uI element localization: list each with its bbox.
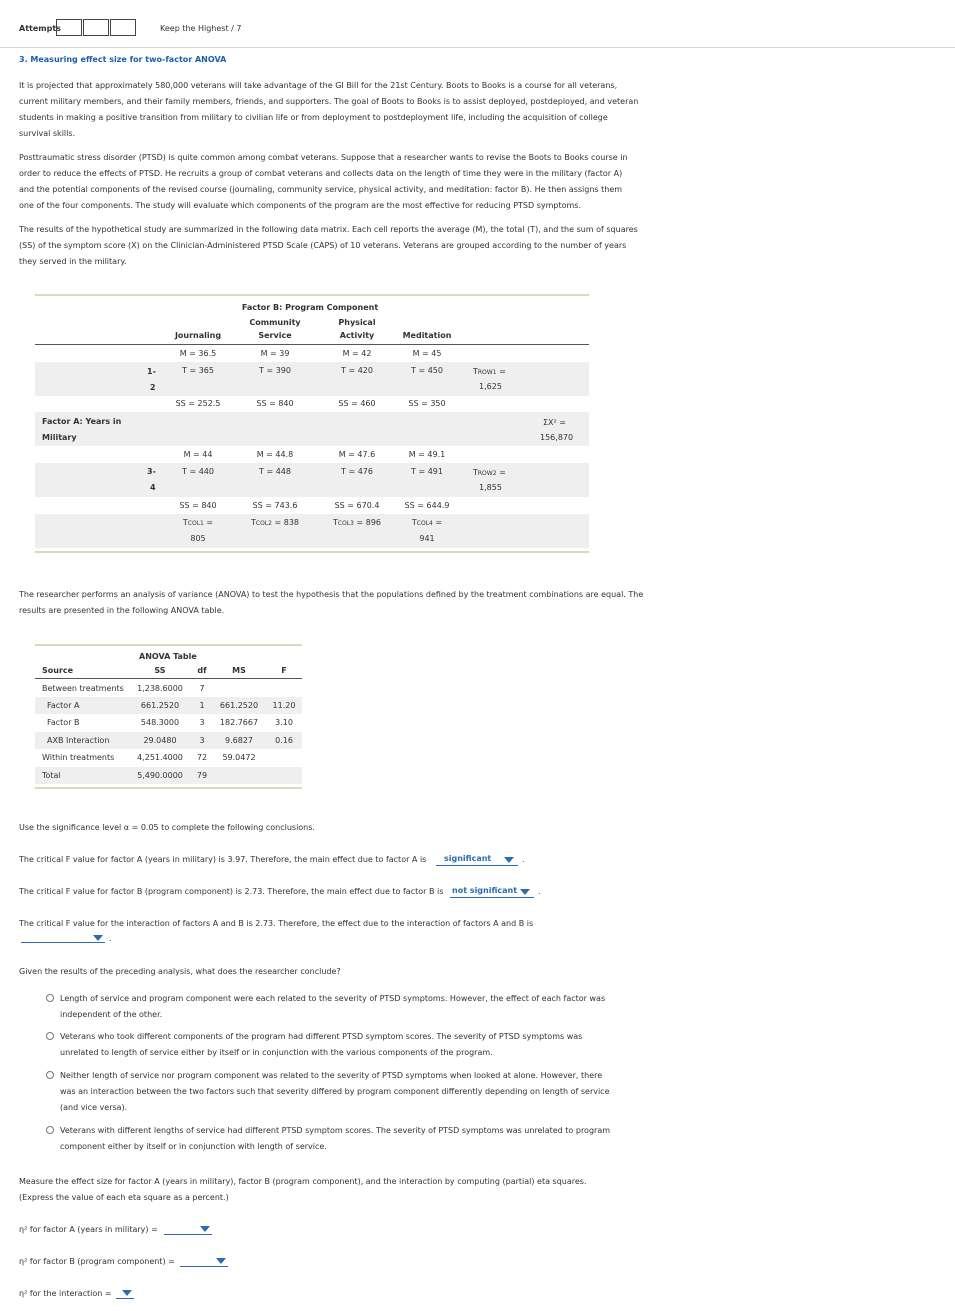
anova-row-a-ms: 661.2520 (219, 701, 259, 710)
trow1: TROW1 = (473, 367, 506, 376)
row2-label-1: 3- (147, 467, 156, 476)
sum-x-squared-label: ΣX² = (543, 418, 566, 427)
anova-row-axb-ms: 9.6827 (225, 736, 253, 745)
factor-b-title: Factor B: Program Component (241, 303, 379, 312)
factor-a-conclusion-text: The critical F value for factor A (years in military) is 3.97. Therefore, the main effect due to factor A is (19, 855, 427, 864)
attempt-box-1 (56, 19, 82, 36)
cell-r2c2-ss: SS = 743.6 (252, 501, 298, 510)
anova-row-a-df: 1 (199, 701, 205, 710)
anova-row-between-ss: 1,238.6000 (137, 684, 183, 693)
chevron-down-icon (504, 857, 514, 863)
col-community-1: Community (249, 318, 301, 327)
eta-b-dropdown[interactable] (180, 1254, 228, 1267)
factor-a-label-2: Military (42, 433, 77, 442)
effect-size-intro: Measure the effect size for factor A (years in military), factor B (program component), and the interaction by computing (partial) eta squares. (Express the value of each eta square as a percent.) (19, 1177, 587, 1202)
anova-header-ms: MS (232, 666, 246, 675)
period: . (538, 887, 541, 896)
factor-b-dropdown-value: not significant (452, 886, 518, 895)
eta-b-label: η² for factor B (program component) = (19, 1257, 175, 1266)
col-community-2: Service (258, 331, 292, 340)
anova-row-b-ss: 548.3000 (140, 718, 180, 727)
cell-r1c4-total: T = 450 (411, 366, 443, 375)
cell-r2c1-ss: SS = 840 (179, 501, 217, 510)
cell-r1c1-total: T = 365 (182, 366, 214, 375)
anova-title: ANOVA Table (139, 652, 197, 661)
anova-header-source: Source (42, 666, 74, 675)
option-2-radio[interactable] (46, 1032, 54, 1040)
cell-r1c4-mean: M = 45 (412, 349, 442, 358)
cell-r1c2-ss: SS = 840 (256, 399, 294, 408)
trow2-value: 1,855 (479, 483, 502, 492)
chevron-down-icon (122, 1290, 132, 1296)
anova-row-total-source: Total (42, 771, 61, 780)
intro-paragraph-3: The results of the hypothetical study are summarized in the following data matrix. Each cell reports the average (M), the total (T), and the sum of squares (SS) of the symptom score (X) on the Clinician-Administered PTSD Scale (CAPS) of 10 veterans. Veterans are grouped according to the number of years they served in the military. (19, 225, 638, 266)
eta-a-label: η² for factor A (years in military) = (19, 1225, 158, 1234)
attempts-label: Attempts (19, 24, 61, 33)
question-title: 3. Measuring effect size for two-factor ANOVA (19, 55, 227, 64)
anova-row-b-source: Factor B (47, 718, 80, 727)
option-3-radio[interactable] (46, 1071, 54, 1079)
cell-r2c3-mean: M = 47.6 (338, 450, 376, 459)
anova-row-total-df: 79 (196, 771, 208, 780)
sum-x-squared-value: 156,870 (540, 433, 574, 442)
cell-r1c4-ss: SS = 350 (408, 399, 446, 408)
cell-r2c2-total: T = 448 (259, 467, 291, 476)
period: . (522, 855, 525, 864)
chevron-down-icon (520, 889, 530, 895)
cell-r2c1-total: T = 440 (182, 467, 214, 476)
tcol4: TCOL4 = (411, 518, 443, 527)
option-4-label[interactable]: Veterans with different lengths of service had different PTSD symptom scores. The severity of PTSD symptoms was unrelated to program component either by itself or in conjunction with length of service. (60, 1126, 611, 1151)
chevron-down-icon (93, 935, 103, 941)
chevron-down-icon (200, 1226, 210, 1232)
conclude-question: Given the results of the preceding analysis, what does the researcher conclude? (19, 967, 341, 976)
cell-r2c1-mean: M = 44 (183, 450, 213, 459)
col-physical-1: Physical (338, 318, 376, 327)
anova-intro: The researcher performs an analysis of variance (ANOVA) to test the hypothesis that the populations defined by the treatment combinations are equal. The results are presented in the following ANOVA table. (19, 590, 644, 615)
cell-r1c1-ss: SS = 252.5 (175, 399, 221, 408)
row2-label-2: 4 (150, 483, 156, 492)
cell-r2c2-mean: M = 44.8 (256, 450, 294, 459)
significance-intro: Use the significance level α = 0.05 to complete the following conclusions. (19, 823, 315, 832)
cell-r2c4-mean: M = 49.1 (408, 450, 446, 459)
interaction-conclusion-text: The critical F value for the interaction of factors A and B is 2.73. Therefore, the effect due to the interaction of factors A and B is (19, 919, 534, 928)
anova-header-f: F (281, 666, 287, 675)
interaction-dropdown[interactable] (21, 930, 105, 943)
chevron-down-icon (216, 1258, 226, 1264)
cell-r1c1-mean: M = 36.5 (179, 349, 217, 358)
option-2-label[interactable]: Veterans who took different components of the program had different PTSD symptom scores. The severity of PTSD symptoms was unrelated to length of service either by itself or in conjunction with the various components of the program. (60, 1032, 583, 1057)
anova-row-within-source: Within treatments (42, 753, 115, 762)
cell-r1c2-mean: M = 39 (260, 349, 290, 358)
keep-highest-label: Keep the Highest / 7 (160, 24, 242, 33)
attempt-box-3 (110, 19, 136, 36)
anova-row-axb-df: 3 (199, 736, 205, 745)
anova-row-axb-f: 0.16 (275, 736, 293, 745)
option-3-label[interactable]: Neither length of service nor program component was related to the severity of PTSD symptoms when looked at alone. However, there was an interaction between the two factors such that severity differed by program component differently depending on length of service (and vice versa). (60, 1071, 610, 1112)
anova-row-b-ms: 182.7667 (219, 718, 259, 727)
option-1-radio[interactable] (46, 994, 54, 1002)
cell-r1c3-mean: M = 42 (342, 349, 372, 358)
intro-paragraph-1: It is projected that approximately 580,000 veterans will take advantage of the GI Bill for the 21st Century. Boots to Books is a course for all veterans, current military members, and their family members, friends, and supporters. The goal of Boots to Books is to assist deployed, postdeployed, and veteran students in making a positive transition from military to civilian life or from deployment to postdeployment life, including the acquisition of college survival skills. (19, 81, 639, 138)
anova-row-within-df: 72 (196, 753, 208, 762)
cell-r1c3-total: T = 420 (341, 366, 373, 375)
anova-row-axb-source: AXB Interaction (47, 736, 110, 745)
option-1-label[interactable]: Length of service and program component were each related to the severity of PTSD symptoms. However, the effect of each factor was independent of the other. (60, 994, 606, 1019)
cell-r2c3-ss: SS = 670.4 (334, 501, 380, 510)
trow2: TROW2 = (473, 468, 506, 477)
anova-row-a-ss: 661.2520 (140, 701, 180, 710)
anova-row-within-ms: 59.0472 (222, 753, 256, 762)
anova-row-b-df: 3 (199, 718, 205, 727)
period: . (109, 934, 112, 943)
cell-r2c4-ss: SS = 644.9 (404, 501, 450, 510)
cell-r2c4-total: T = 491 (411, 467, 443, 476)
factor-b-dropdown[interactable] (450, 885, 534, 898)
factor-a-label-1: Factor A: Years in (42, 417, 122, 426)
eta-interaction-dropdown[interactable] (116, 1286, 134, 1299)
eta-a-dropdown[interactable] (164, 1222, 212, 1235)
anova-row-axb-ss: 29.0480 (143, 736, 177, 745)
anova-row-between-source: Between treatments (42, 684, 124, 693)
cell-r1c2-total: T = 390 (259, 366, 291, 375)
attempt-box-2 (83, 19, 109, 36)
anova-row-a-f: 11.20 (272, 701, 296, 710)
tcol2: TCOL2 = 838 (250, 518, 300, 527)
tcol3: TCOL3 = 896 (332, 518, 382, 527)
anova-row-within-ss: 4,251.4000 (137, 753, 183, 762)
tcol4-value: 941 (419, 534, 435, 543)
anova-row-total-ss: 5,490.0000 (137, 771, 183, 780)
cell-r1c3-ss: SS = 460 (338, 399, 376, 408)
row1-label-1: 1- (147, 367, 156, 376)
tcol1-value: 805 (190, 534, 206, 543)
factor-a-dropdown[interactable] (436, 853, 518, 866)
col-meditation: Meditation (402, 331, 452, 340)
trow1-value: 1,625 (479, 382, 502, 391)
header-divider (0, 47, 955, 48)
cell-r2c3-total: T = 476 (341, 467, 373, 476)
intro-paragraph-2: Posttraumatic stress disorder (PTSD) is quite common among combat veterans. Suppose that a researcher wants to revise the Boots to Books course in order to reduce the effects of PTSD. He recruits a group of combat veterans and collects data on the length of time they were in the military (factor A) and the potential components of the revised course (journaling, community service, physical activity, and meditation: factor B). He then assigns them one of the four components. The study will evaluate which components of the program are the most effective for reducing PTSD symptoms. (19, 153, 628, 210)
anova-row-b-f: 3.10 (275, 718, 293, 727)
factor-a-dropdown-value: significant (444, 854, 492, 863)
anova-row-between-df: 7 (199, 684, 205, 693)
anova-row-a-source: Factor A (47, 701, 80, 710)
factor-b-conclusion-text: The critical F value for factor B (program component) is 2.73. Therefore, the main effect due to factor B is (19, 887, 444, 896)
col-journaling: Journaling (174, 331, 222, 340)
tcol1: TCOL1 = (182, 518, 214, 527)
col-physical-2: Activity (339, 331, 375, 340)
eta-interaction-label: η² for the interaction = (19, 1289, 112, 1298)
option-4-radio[interactable] (46, 1126, 54, 1134)
anova-header-ss: SS (154, 666, 166, 675)
row1-label-2: 2 (150, 383, 156, 392)
anova-header-df: df (197, 666, 207, 675)
